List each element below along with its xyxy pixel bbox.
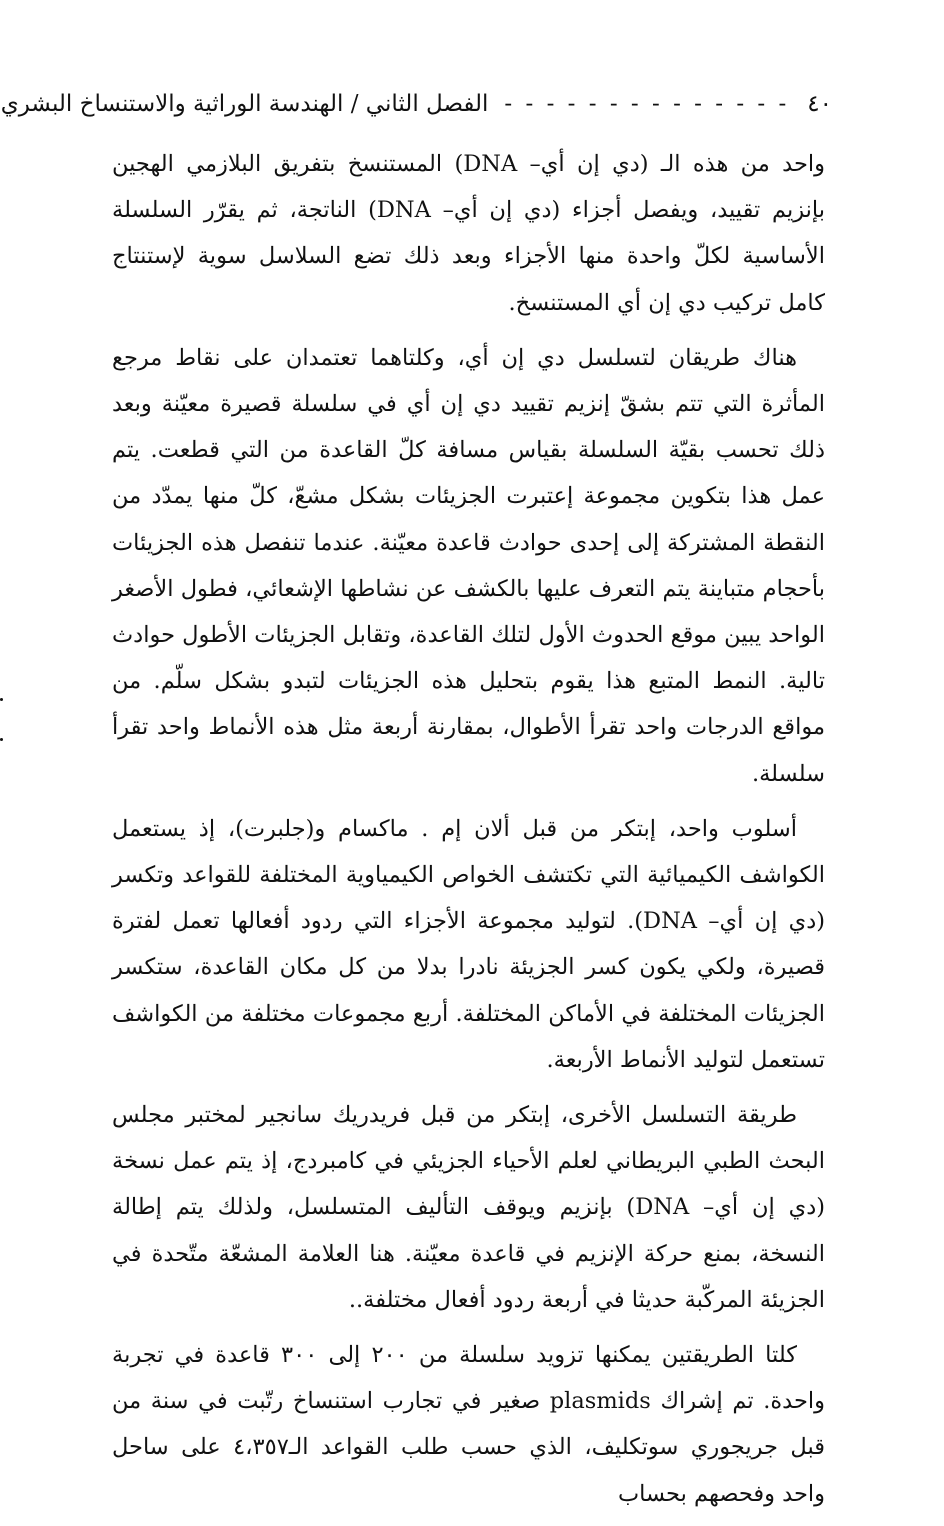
paragraph-3: أسلوب واحد، إبتكر من قبل ألان إم . ماكسام و(جلبرت)، إذ يستعمل الكواشف الكيميائية التي تكتشف الخواص الكيمياوية المختلفة للقواعد وتكسر (دي إن أي– DNA). لتوليد مجموعة الأجزاء التي ردود أفعالها تعمل لفترة قصيرة، ولكي يكون كسر الجزيئة نادرا بدلا من كل مكان القاعدة، ستكسر الجزيئات المختلفة في الأماكن المختلفة. أربع مجموعات مختلفة من الكواشف تستعمل لتوليد الأنماط الأربعة.: [112, 815, 825, 1073]
paragraph-1: واحد من هذه الـ (دي إن أي– DNA) المستنسخ بتفريق البلازمي الهجين بإنزيم تقييد، ويفصل أجزاء (دي إن أي– DNA) الناتجة، ثم يقرّر السلسلة الأساسية لكلّ واحدة منها الأجزاء وبعد ذلك تضع السلاسل سوية لإستنتاج كامل تركيب دي إن أي المستنسخ.: [112, 151, 825, 316]
paragraph-4: طريقة التسلسل الأخرى، إبتكر من قبل فريدريك سانجير لمختبر مجلس البحث الطبي البريطاني لعلم الأحياء الجزيئي في كامبردج، إذ يتم عمل نسخة (دي إن أي– DNA) بإنزيم ويوقف التأليف المتسلسل، ولذلك يتم إطالة النسخة، بمنع حركة الإنزيم في قاعدة معيّنة. هنا العلامة المشعّة متّحدة في الجزيئة المركّبة حديثا في أربعة ردود أفعال مختلفة..: [112, 1102, 825, 1313]
paragraph-5: كلتا الطريقتين يمكنها تزويد سلسلة من ٢٠٠ إلى ٣٠٠ قاعدة في تجربة واحدة. تم إشراك plasmids صغير في تجارب استنساخ رتّبت في سنة من قبل جريجوري سوتكليف، الذي حسب طلب القواعد الـ٤،٣٥٧ على ساحل واحد وفحصهم بحساب: [112, 1342, 825, 1507]
chapter-title: الفصل الثاني / الهندسة الوراثية والاستنساخ البشري: [0, 91, 489, 117]
header-dash-leader: - - - - - - - - - - - - - -: [504, 91, 790, 117]
paragraph-2: هناك طريقان لتسلسل دي إن أي، وكلتاهما تعتمدان على نقاط مرجع المأثرة التي تتم بشقّ إنزيم تقييد دي إن أي في سلسلة قصيرة معيّنة وبعد ذلك تحسب بقيّة السلسلة بقياس مسافة كلّ القاعدة من التي قطعت. يتم عمل هذا بتكوين مجموعة إعتبرت الجزيئات بشكل مشعّ، كلّ منها يمدّد من النقطة المشتركة إلى إحدى حوادث قاعدة معيّنة. عندما تنفصل هذه الجزيئات بأحجام متباينة يتم التعرف عليها بالكشف عن نشاطها الإشعائي، فطول الأصغر الواحد يبين موقع الحدوث الأول لتلك القاعدة، وتقابل الجزيئات الأطول حوادث تالية. النمط المتبع هذا يقوم بتحليل هذه الجزيئات لتبدو بشكل سلّم. من مواقع الدرجات واحد تقرأ الأطوال، بمقارنة أربعة مثل هذه الأنماط واحد تقرأ سلسلة.: [112, 344, 825, 787]
body-text: [112, 141, 825, 1526]
scan-edge-mark: [0, 698, 3, 701]
scan-edge-mark: [0, 738, 3, 741]
running-header: [0, 82, 832, 126]
page-number: ٤٠: [807, 91, 832, 117]
